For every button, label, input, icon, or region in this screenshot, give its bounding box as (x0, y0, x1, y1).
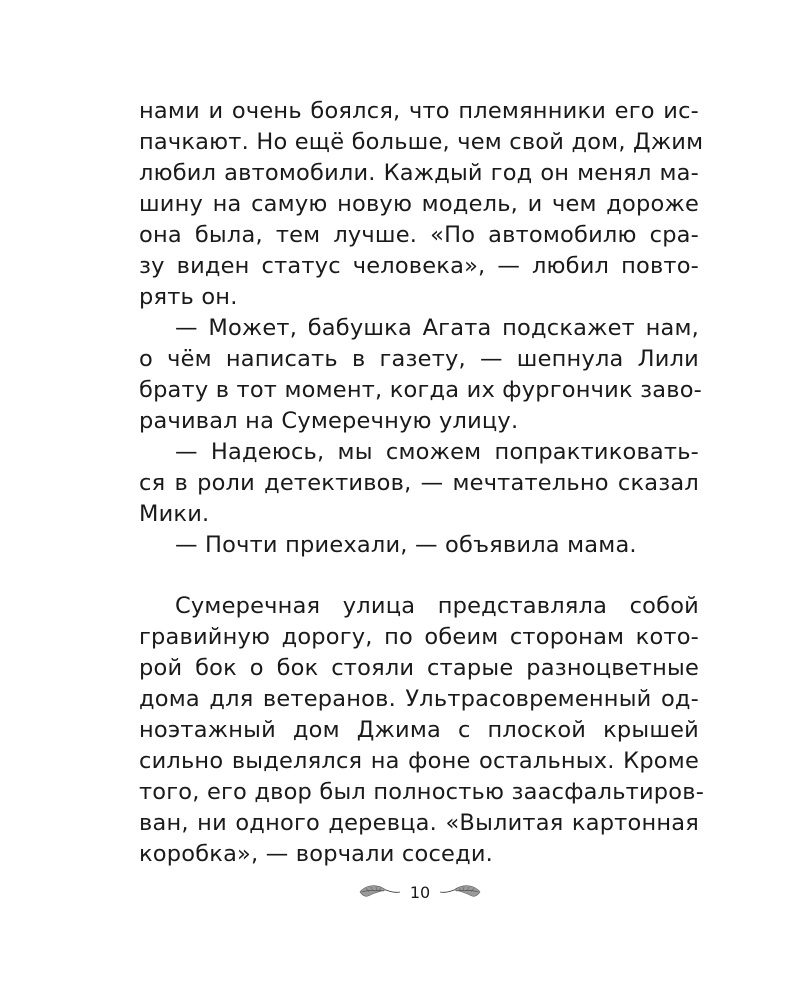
text-line: ноэтажный дом Джима с плоской крышей (139, 717, 699, 743)
page-folio (355, 880, 485, 904)
text-line: — Надеюсь, мы сможем попрактиковать- (175, 439, 699, 465)
text-line: она была, тем лучше. «По автомобилю сра- (139, 222, 699, 248)
text-line: гравийную дорогу, по обеим сторонам кото- (139, 624, 699, 650)
text-line: Сумеречная улица представляла собой (175, 593, 699, 619)
text-line: — Может, бабушка Агата подскажет нам, (175, 315, 699, 341)
text-line: рять он. (139, 284, 238, 310)
text-line: того, его двор был полностью заасфальтиров- (139, 779, 705, 805)
text-line: зу виден статус человека», — любил повто- (139, 253, 699, 279)
text-line: рой бок о бок стояли старые разноцветные (139, 655, 699, 681)
text-line: ван, ни одного деревца. «Вылитая картонная (139, 810, 699, 836)
page-number: 10 (409, 882, 431, 902)
text-line: о чём написать в газету, — шепнула Лили (139, 346, 699, 372)
text-block-upper (139, 96, 704, 561)
text-line: нами и очень боялся, что племянники его ис- (139, 98, 699, 124)
text-line: коробка», — ворчали соседи. (139, 841, 494, 867)
text-line: ся в роли детективов, — мечтательно сказал (139, 470, 699, 496)
text-line: дома для ветеранов. Ультрасовременный од- (139, 686, 699, 712)
leaf-ornament-icon (358, 882, 402, 902)
text-line: Мики. (139, 501, 210, 527)
text-line: любил автомобили. Каждый год он менял ма- (139, 160, 699, 186)
text-line: сильно выделялся на фоне остальных. Кроме (139, 748, 699, 774)
leaf-ornament-icon (438, 882, 482, 902)
text-line: — Почти приехали, — объявила мама. (175, 532, 637, 558)
text-block-lower (139, 591, 705, 870)
text-line: рачивал на Сумеречную улицу. (139, 408, 519, 434)
text-line: брату в тот момент, когда их фургончик заво- (139, 377, 702, 403)
text-line: пачкают. Но ещё больше, чем свой дом, Джим (139, 129, 704, 155)
text-line: шину на самую новую модель, и чем дороже (139, 191, 699, 217)
